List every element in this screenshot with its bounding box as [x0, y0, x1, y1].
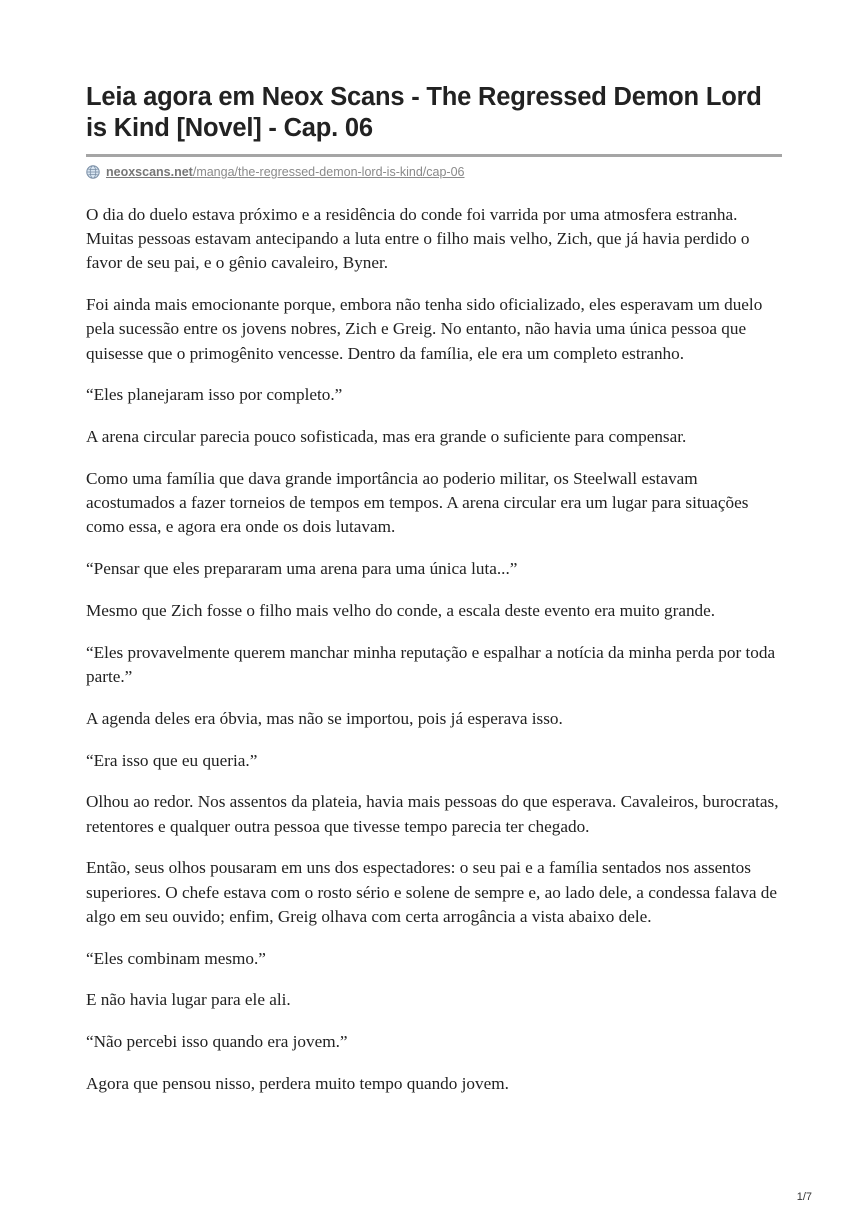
document-title: Leia agora em Neox Scans - The Regressed Demon Lord is Kind [Novel] - Cap. 06: [86, 83, 762, 142]
source-path[interactable]: /manga/the-regressed-demon-lord-is-kind/cap-06: [192, 165, 465, 179]
paragraph: O dia do duelo estava próximo e a residência do conde foi varrida por uma atmosfera estranha. Muitas pessoas estavam antecipando a luta entre o filho mais velho, Zich, que já havia perdido o favor de seu pai, e o gênio cavaleiro, Byner.: [86, 205, 750, 273]
paragraph: Foi ainda mais emocionante porque, embora não tenha sido oficializado, eles esperavam um duelo pela sucessão entre os jovens nobres, Zich e Greig. No entanto, não havia uma única pessoa que quisesse que o primogênito vencesse. Dentro da família, ele era um completo estranho.: [86, 295, 763, 363]
paragraph: “Pensar que eles prepararam uma arena para uma única luta...”: [86, 559, 518, 579]
paragraph: A agenda deles era óbvia, mas não se importou, pois já esperava isso.: [86, 708, 563, 728]
paragraph: “Eles planejaram isso por completo.”: [86, 385, 343, 405]
paragraph: Olhou ao redor. Nos assentos da plateia, havia mais pessoas do que esperava. Cavaleiros, burocratas, retentores e qualquer outra pessoa que tivesse tempo parecia ter chegado.: [86, 792, 779, 836]
globe-icon: [86, 165, 100, 179]
source-domain[interactable]: neoxscans.net: [106, 165, 193, 179]
paragraph: “Era isso que eu queria.”: [86, 750, 258, 770]
paragraph: “Eles provavelmente querem manchar minha reputação e espalhar a notícia da minha perda por toda parte.”: [86, 642, 776, 686]
paragraph: “Não percebi isso quando era jovem.”: [86, 1032, 348, 1052]
paragraph: Como uma família que dava grande importância ao poderio militar, os Steelwall estavam acostumados a fazer torneios de tempos em tempos. A arena circular era um lugar para situações como essa, e agora era onde os dois lutavam.: [86, 469, 749, 537]
paragraph: Mesmo que Zich fosse o filho mais velho do conde, a escala deste evento era muito grande.: [86, 601, 716, 620]
paragraph: Então, seus olhos pousaram em uns dos espectadores: o seu pai e a família sentados nos assentos superiores. O chefe estava com o rosto sério e solene de sempre e, ao lado dele, a condessa falava de algo em seu ouvido; enfim, Greig olhava com certa arrogância a vista abaixo dele.: [86, 858, 778, 926]
document-page: [86, 82, 782, 1114]
paragraph: “Eles combinam mesmo.”: [86, 948, 266, 968]
source-link[interactable]: [86, 163, 782, 181]
page-number: 1/7: [796, 1191, 812, 1203]
title-divider: [86, 154, 782, 157]
paragraph: A arena circular parecia pouco sofisticada, mas era grande o suficiente para compensar.: [86, 427, 687, 447]
article-body: [86, 203, 782, 1096]
paragraph: E não havia lugar para ele ali.: [86, 990, 291, 1010]
paragraph: Agora que pensou nisso, perdera muito tempo quando jovem.: [86, 1073, 509, 1093]
